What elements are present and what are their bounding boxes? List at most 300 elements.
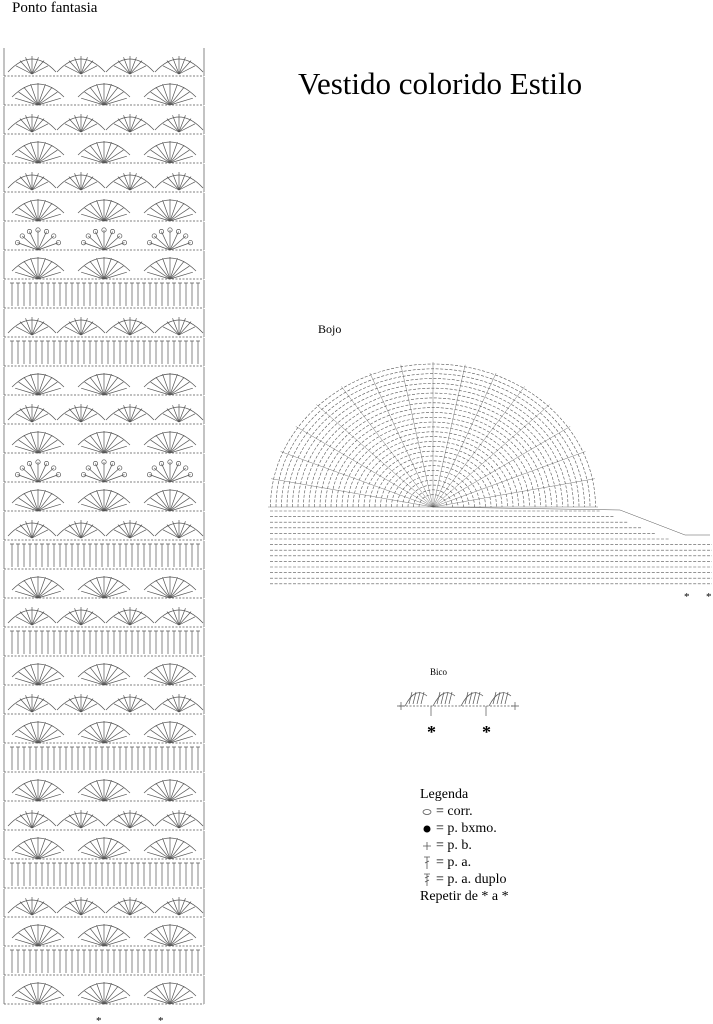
double-crochet-stitch <box>118 631 122 654</box>
fan-stitch <box>147 852 170 859</box>
double-crochet-stitch <box>130 283 134 306</box>
picot-stitch <box>501 692 504 704</box>
fan-stitch <box>170 236 186 250</box>
double-crochet-stitch <box>172 747 176 770</box>
fan-stitch <box>24 841 38 859</box>
fan-stitch <box>156 667 170 685</box>
double-crochet-stitch <box>70 283 74 306</box>
fan-stitch <box>163 664 170 685</box>
double-crochet-stitch <box>148 863 152 886</box>
fan-stitch <box>151 440 170 453</box>
fan-spoke <box>433 404 550 507</box>
double-crochet-stitch <box>118 341 122 364</box>
fan-stitch <box>15 852 38 859</box>
fan-stitch <box>19 266 38 279</box>
legend <box>420 786 509 905</box>
double-crochet-stitch <box>154 747 158 770</box>
fan-stitch <box>19 382 38 395</box>
picot-arch <box>405 693 427 706</box>
pattern-row <box>4 222 204 250</box>
fan-stitch <box>163 983 170 1004</box>
pattern-row <box>4 48 204 76</box>
double-crochet-stitch <box>136 631 140 654</box>
fan-stitch <box>19 730 38 743</box>
fan-stitch <box>31 432 38 453</box>
fan-stitch <box>90 986 104 1004</box>
fan-stitch <box>88 468 104 482</box>
picot-stitch <box>505 692 508 704</box>
pattern-row <box>4 976 204 1004</box>
double-crochet-stitch <box>40 544 44 567</box>
pattern-row <box>4 425 204 453</box>
fan-stitch <box>81 409 93 422</box>
fan-spoke <box>316 404 433 507</box>
fan-stitch <box>170 997 193 1004</box>
double-crochet-stitch <box>178 950 182 973</box>
fan-stitch <box>38 374 45 395</box>
double-crochet-stitch <box>154 341 158 364</box>
fan-stitch <box>170 382 189 395</box>
double-crochet-stitch <box>148 341 152 364</box>
fan-stitch <box>38 722 45 743</box>
fan-stitch <box>179 119 191 132</box>
double-crochet-stitch <box>148 544 152 567</box>
fan-stitch <box>38 92 57 105</box>
fan-stitch <box>31 200 38 221</box>
double-crochet-stitch <box>16 341 20 364</box>
picot-stitch <box>409 692 412 704</box>
fan-stitch <box>151 498 170 511</box>
fan-stitch <box>104 794 127 801</box>
double-crochet-stitch <box>10 863 14 886</box>
double-crochet-stitch <box>28 747 32 770</box>
double-crochet-stitch <box>118 950 122 973</box>
fan-stitch <box>19 846 38 859</box>
fan-stitch <box>38 783 52 801</box>
fan-stitch <box>32 177 44 190</box>
fan-stitch <box>104 664 111 685</box>
fan-stitch <box>90 725 104 743</box>
double-crochet-stitch <box>142 863 146 886</box>
fan-stitch <box>97 84 104 105</box>
double-crochet-stitch <box>64 283 68 306</box>
double-crochet-stitch <box>34 950 38 973</box>
fan-stitch <box>38 98 61 105</box>
pattern-row <box>4 773 204 801</box>
fan-stitch <box>130 61 142 74</box>
fan-stitch <box>118 322 130 335</box>
fan-stitch <box>85 92 104 105</box>
double-crochet-stitch <box>154 544 158 567</box>
pattern-row <box>4 831 204 859</box>
fan-stitch <box>88 236 104 250</box>
fan-stitch <box>167 699 179 712</box>
fan-stitch <box>179 61 191 74</box>
double-crochet-stitch <box>10 747 14 770</box>
double-crochet-stitch <box>178 544 182 567</box>
fan-stitch <box>170 150 189 163</box>
fan-stitch <box>38 730 57 743</box>
pattern-row <box>4 802 204 830</box>
fan-stitch <box>31 142 38 163</box>
double-crochet-stitch <box>16 631 20 654</box>
double-crochet-stitch <box>10 544 14 567</box>
fan-stitch <box>38 203 52 221</box>
pattern-row <box>4 338 204 366</box>
double-crochet-stitch <box>16 544 20 567</box>
double-crochet-stitch <box>58 341 62 364</box>
fan-stitch <box>97 664 104 685</box>
double-crochet-stitch <box>190 631 194 654</box>
pattern-row <box>4 628 204 656</box>
double-crochet-stitch <box>130 631 134 654</box>
fan-stitch <box>130 699 142 712</box>
fan-stitch <box>104 838 111 859</box>
double-crochet-stitch <box>40 631 44 654</box>
double-crochet-stitch <box>16 950 20 973</box>
fan-stitch <box>156 87 170 105</box>
fan-stitch <box>69 119 81 132</box>
double-crochet-stitch <box>64 950 68 973</box>
fan-stitch <box>170 788 189 801</box>
double-crochet-stitch <box>190 747 194 770</box>
fan-stitch <box>31 84 38 105</box>
fan-stitch <box>15 736 38 743</box>
fan-stitch <box>15 939 38 946</box>
legend-title: Legenda <box>420 787 469 802</box>
fan-stitch <box>104 591 127 598</box>
fan-stitch <box>81 736 104 743</box>
double-crochet-stitch <box>40 283 44 306</box>
pattern-row <box>4 280 204 308</box>
fan-stitch <box>19 933 38 946</box>
fan-stitch <box>163 258 170 279</box>
fan-stitch <box>147 272 170 279</box>
fan-stitch <box>156 435 170 453</box>
double-crochet-stitch <box>172 341 176 364</box>
fan-stitch <box>24 493 38 511</box>
double-crochet-stitch <box>154 950 158 973</box>
fan-stitch <box>90 841 104 859</box>
fan-stitch <box>81 322 93 335</box>
double-crochet-stitch <box>118 283 122 306</box>
fan-stitch <box>69 177 81 190</box>
fan-stitch <box>38 794 61 801</box>
double-crochet-stitch <box>52 863 56 886</box>
fan-stitch <box>85 498 104 511</box>
fan-stitch <box>38 925 45 946</box>
fan-stitch <box>38 591 61 598</box>
fan-stitch <box>81 272 104 279</box>
picot <box>122 240 126 244</box>
fan-stitch <box>31 577 38 598</box>
fan-stitch <box>32 322 44 335</box>
pattern-row <box>4 251 204 279</box>
fan-stitch <box>170 580 184 598</box>
double-crochet-stitch <box>52 283 56 306</box>
fan-stitch <box>104 788 123 801</box>
page-title: Vestido colorido Estilo <box>298 66 583 101</box>
double-crochet-stitch <box>142 631 146 654</box>
fan-stitch <box>38 446 61 453</box>
double-crochet-stitch <box>28 950 32 973</box>
fan-stitch <box>156 783 170 801</box>
double-crochet-stitch <box>112 631 116 654</box>
double-crochet-stitch <box>106 544 110 567</box>
fan-stitch <box>163 374 170 395</box>
fan-stitch <box>163 84 170 105</box>
fan-stitch <box>170 846 189 859</box>
fan-stitch <box>104 672 123 685</box>
double-crochet-stitch <box>100 863 104 886</box>
fan-stitch <box>24 725 38 743</box>
fan-stitch <box>163 142 170 163</box>
legend-item-slip-stitch <box>420 820 509 837</box>
fan-stitch <box>15 678 38 685</box>
fan-stitch <box>104 939 127 946</box>
legend-item-label: = p. b. <box>436 838 472 853</box>
fan-stitch <box>20 61 32 74</box>
bico-repeat-asterisk-1: * <box>427 722 436 742</box>
double-crochet-stitch <box>22 631 26 654</box>
double-crochet-stitch <box>22 747 26 770</box>
fan-stitch <box>170 838 177 859</box>
fan-stitch <box>38 377 52 395</box>
double-crochet-stitch <box>82 863 86 886</box>
double-crochet-stitch <box>52 544 56 567</box>
pattern-row <box>4 77 204 105</box>
pattern-row <box>4 135 204 163</box>
fan-stitch <box>170 852 193 859</box>
double-crochet-stitch <box>178 747 182 770</box>
fan-stitch <box>69 61 81 74</box>
double-crochet-stitch <box>148 747 152 770</box>
double-crochet-stitch <box>196 747 200 770</box>
fan-stitch <box>90 667 104 685</box>
double-crochet-stitch <box>196 283 200 306</box>
fan-stitch <box>81 525 93 538</box>
double-crochet-stitch <box>100 283 104 306</box>
fan-stitch <box>170 214 193 221</box>
fan-stitch <box>85 266 104 279</box>
fan-stitch <box>104 986 118 1004</box>
fan-stitch <box>170 736 193 743</box>
fan-stitch <box>38 725 52 743</box>
double-crochet-stitch <box>16 283 20 306</box>
picot <box>27 229 31 233</box>
fan-stitch <box>38 272 61 279</box>
double-crochet-stitch <box>196 863 200 886</box>
double-crochet-stitch <box>196 631 200 654</box>
fan-stitch <box>19 440 38 453</box>
double-crochet-stitch <box>76 283 80 306</box>
pattern-row <box>4 193 204 221</box>
double-crochet-stitch <box>82 950 86 973</box>
fan-stitch <box>104 577 111 598</box>
fan-stitch <box>38 236 54 250</box>
fan-stitch <box>170 266 189 279</box>
fan-stitch <box>81 446 104 453</box>
fan-stitch <box>38 150 57 163</box>
fan-stitch <box>170 722 177 743</box>
fan-stitch <box>170 783 184 801</box>
fan-stitch <box>170 725 184 743</box>
double-crochet-stitch <box>58 747 62 770</box>
pattern-row <box>4 541 204 569</box>
fan-stitch <box>90 783 104 801</box>
double-crochet-stitch <box>64 863 68 886</box>
double-crochet-stitch <box>58 863 62 886</box>
chain-oval-icon <box>420 808 433 816</box>
double-crochet-stitch <box>130 747 134 770</box>
fan-stitch <box>104 272 127 279</box>
double-crochet-stitch <box>34 863 38 886</box>
fan-stitch <box>81 156 104 163</box>
fan-stitch <box>15 591 38 598</box>
double-crochet-stitch <box>40 747 44 770</box>
double-crochet-stitch <box>10 283 14 306</box>
double-crochet-stitch <box>94 283 98 306</box>
legend-item-chain <box>420 803 509 820</box>
double-crochet-stitch <box>160 950 164 973</box>
fan-stitch <box>104 580 118 598</box>
fan-stitch <box>104 991 123 1004</box>
double-crochet-stitch <box>124 863 128 886</box>
fan-stitch <box>147 214 170 221</box>
fan-stitch <box>81 699 93 712</box>
double-crochet-stitch <box>166 544 170 567</box>
double-crochet-stitch <box>172 631 176 654</box>
double-crochet-stitch <box>136 950 140 973</box>
fan-stitch <box>69 699 81 712</box>
double-crochet-stitch <box>100 950 104 973</box>
fan-stitch <box>170 374 177 395</box>
double-crochet-stitch <box>40 341 44 364</box>
fan-stitch <box>81 815 93 828</box>
double-crochet-stitch <box>118 747 122 770</box>
picot-stitch <box>477 692 480 704</box>
double-crochet-stitch <box>28 863 32 886</box>
double-crochet-stitch <box>112 863 116 886</box>
fan-stitch <box>151 730 170 743</box>
fan-stitch <box>163 200 170 221</box>
fan-stitch <box>151 382 170 395</box>
fan-stitch <box>170 794 193 801</box>
fan-stitch <box>24 667 38 685</box>
fan-stitch <box>32 119 44 132</box>
double-crochet-stitch <box>184 631 188 654</box>
pattern-row <box>4 483 204 511</box>
double-crochet-stitch <box>184 950 188 973</box>
fan-stitch <box>118 177 130 190</box>
fan-stitch <box>167 322 179 335</box>
fan-stitch <box>151 788 170 801</box>
fan-stitch <box>118 525 130 538</box>
double-crochet-stitch <box>94 863 98 886</box>
double-crochet-stitch <box>40 950 44 973</box>
fan-stitch <box>81 997 104 1004</box>
fan-stitch <box>24 87 38 105</box>
fan-stitch <box>170 925 177 946</box>
fan-stitch <box>104 266 123 279</box>
fan-stitch <box>163 432 170 453</box>
fan-stitch <box>130 409 142 422</box>
double-crochet-stitch <box>166 747 170 770</box>
fan-stitch <box>24 783 38 801</box>
double-crochet-stitch <box>184 863 188 886</box>
picot <box>118 466 122 470</box>
fan-stitch <box>130 525 142 538</box>
fan-stitch <box>19 498 38 511</box>
fan-stitch <box>31 258 38 279</box>
double-crochet-stitch <box>64 747 68 770</box>
fan-stitch <box>81 388 104 395</box>
double-crochet-stitch <box>100 747 104 770</box>
fan-stitch <box>170 208 189 221</box>
fan-stitch <box>104 736 127 743</box>
fan-stitch <box>147 388 170 395</box>
double-crochet-stitch <box>88 747 92 770</box>
double-crochet-stitch <box>190 544 194 567</box>
double-crochet-stitch <box>82 747 86 770</box>
fan-stitch <box>179 322 191 335</box>
picot <box>86 466 90 470</box>
fan-stitch <box>81 119 93 132</box>
legend-item-double-crochet <box>420 854 509 871</box>
double-crochet-stitch <box>106 283 110 306</box>
fan-stitch <box>170 261 184 279</box>
double-crochet-stitch <box>124 283 128 306</box>
pattern-row <box>4 570 204 598</box>
fan-stitch <box>38 440 57 453</box>
fan-stitch <box>170 986 184 1004</box>
fan-stitch <box>97 374 104 395</box>
fan-stitch <box>147 736 170 743</box>
fan-stitch <box>38 388 61 395</box>
fan-stitch <box>24 580 38 598</box>
picot <box>184 466 188 470</box>
fan-stitch <box>118 61 130 74</box>
fan-stitch <box>38 577 45 598</box>
fan-stitch <box>170 841 184 859</box>
double-crochet-stitch <box>94 631 98 654</box>
fan-stitch <box>104 200 111 221</box>
double-crochet-stitch <box>88 341 92 364</box>
fan-stitch <box>90 377 104 395</box>
double-crochet-stitch <box>52 341 56 364</box>
fan-stitch <box>38 678 61 685</box>
fan-stitch <box>24 261 38 279</box>
double-crochet-stitch <box>124 631 128 654</box>
double-crochet-stitch <box>184 544 188 567</box>
fan-stitch <box>151 846 170 859</box>
fan-stitch <box>90 435 104 453</box>
fan-stitch <box>130 612 142 625</box>
fan-stitch <box>38 87 52 105</box>
fan-stitch <box>130 119 142 132</box>
fan-stitch <box>170 585 189 598</box>
double-crochet-stitch <box>178 863 182 886</box>
double-crochet-stitch <box>58 544 62 567</box>
double-crochet-stitch <box>160 631 164 654</box>
fan-stitch <box>38 736 61 743</box>
fan-stitch <box>38 788 57 801</box>
single-crochet-plus-icon <box>420 841 433 851</box>
fan-stitch <box>163 925 170 946</box>
double-crochet-stitch <box>34 631 38 654</box>
double-crochet-stitch <box>178 283 182 306</box>
fan-stitch <box>167 61 179 74</box>
